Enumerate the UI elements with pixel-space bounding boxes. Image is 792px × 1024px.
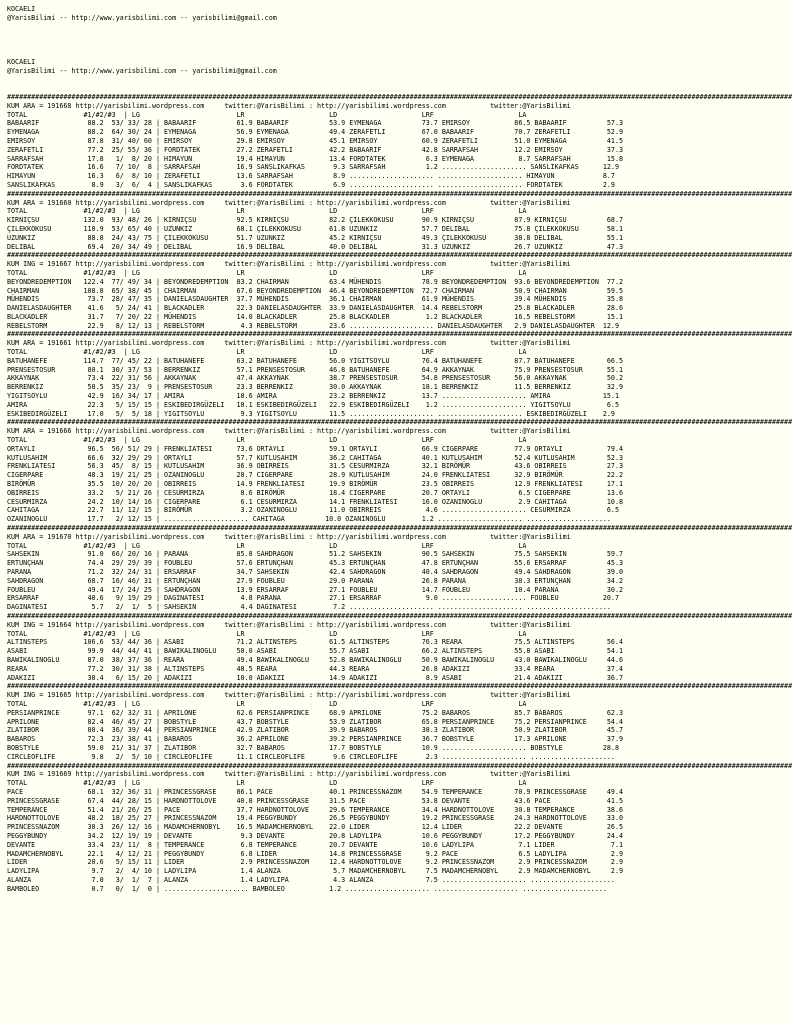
race-header-line: KUM ING = 191665 http://yarisbilimi.wordpress.com twitter:@YarisBilimi : http://yarisbilimi.wordpress.com twitter:@YarisBilimi — [7, 691, 571, 700]
table-row: BLACKADLER 31.7 7/ 20/ 22 | MÜHENDIS 14.0 BLACKADLER 25.8 BLACKADLER 1.2 BLACKADLER 16.5 REBELSTORM 15.1 — [7, 312, 624, 321]
table-row: OZANINOGLU 17.7 2/ 12/ 15 | ..................... CAHITAGA 10.0 OZANINOGLU 1.2 ..................... ..................... — [7, 515, 611, 524]
table-row: HIMAYUN 16.3 6/ 8/ 10 | ZERAFETLI 13.6 SARRAFSAH 8.9 ..................... ..................... HIMAYUN 8.7 — [7, 172, 615, 181]
text-line: KOCAELI — [7, 57, 36, 66]
table-row: ZLATIBOR 80.4 36/ 39/ 44 | PERSIANPRINCE 42.9 ZLATIBOR 39.9 BABAROS 38.3 ZLATIBOR 50.9 ZLATIBOR 45.7 — [7, 726, 624, 735]
table-row: PACE 68.1 32/ 36/ 31 | PRINCESSGRASE 86.1 PACE 40.1 PRINCESSNAZOM 54.9 TEMPERANCE 70.9 PRINCESSGRASE 49.4 — [7, 787, 624, 796]
separator-line: ################################################################################################################################################################################################### — [7, 251, 792, 260]
table-row: EMIRSOY 87.8 31/ 40/ 60 | EMIRSOY 29.8 EMIRSOY 45.1 EMIRSOY 60.9 ZERAFETLI 51.0 EYMENAGA 41.5 — [7, 136, 624, 145]
table-row: UZUNKIZ 88.8 24/ 43/ 75 | ÇILEKKOKUSU 51.7 UZUNKIZ 45.2 KIRNIÇSU 49.3 ÇILEKKOKUSU 38.8 DELIBAL 55.1 — [7, 233, 624, 242]
table-row: PARANA 71.2 32/ 24/ 31 | ERSARRAF 34.7 SAHSEKIN 42.4 SAHDRAGON 40.4 SAHDRAGON 49.4 SAHDRAGON 39.0 — [7, 568, 624, 576]
column-header-line: TOTAL #1/#2/#3 | LG LR LD LRF LA — [7, 436, 527, 445]
table-row: SARRAFSAH 17.8 1/ 8/ 20 | HIMAYUN 19.4 HIMAYUN 13.4 FORDTATEK 6.3 EYMENAGA 8.7 SARRAFSAH 15.8 — [7, 154, 624, 163]
table-row: DELIBAL 69.4 20/ 34/ 49 | DELIBAL 16.9 DELIBAL 40.0 DELIBAL 31.3 UZUNKIZ 26.7 UZUNKIZ 47.3 — [7, 242, 624, 251]
table-row: PRENSESTOSUR 80.1 30/ 37/ 53 | BERRENKIZ 57.1 PRENSESTOSUR 46.8 BATUHANEFE 64.9 AKKAYNAK 75.9 PRENSESTOSUR 55.1 — [7, 365, 624, 374]
table-row: PRINCESSNAZOM 38.3 26/ 12/ 16 | MADAMCHERNOBYL 16.5 MADAMCHERNOBYL 22.0 LIDER 12.4 LIDER 22.2 DEVANTE 26.5 — [7, 823, 624, 832]
table-row: BIRÖMÜR 35.5 10/ 20/ 20 | OBIRREIS 14.9 FRENKLIATESI 19.9 BIRÖMÜR 23.5 OBIRREIS 12.9 FRENKLIATESI 17.1 — [7, 480, 624, 489]
table-row: ERTUNÇHAN 74.4 29/ 29/ 39 | FOUBLEU 57.6 ERTUNÇHAN 45.3 ERTUNÇHAN 47.8 ERTUNÇHAN 55.6 ERSARRAF 45.3 — [7, 559, 624, 568]
table-row: AKKAYNAK 73.4 22/ 31/ 56 | AKKAYNAK 47.4 AKKAYNAK 38.7 PRENSESTOSUR 54.8 PRENSESTOSUR 56.0 AKKAYNAK 50.2 — [7, 374, 624, 383]
separator-line: ################################################################################################################################################################################################### — [7, 611, 792, 620]
table-row: HARDNOTTOLOVE 48.2 18/ 25/ 27 | PRINCESSNAZOM 19.4 PEGGYBUNDY 26.5 PEGGYBUNDY 19.2 PRINCESSGRASE 24.3 HARDNOTTOLOVE 33.0 — [7, 814, 624, 823]
race-header-line: KUM ARA = 191661 http://yarisbilimi.wordpress.com twitter:@YarisBilimi : http://yarisbilimi.wordpress.com twitter:@YarisBilimi — [7, 339, 571, 348]
table-row: MÜHENDIS 73.7 28/ 47/ 35 | DANIELASDAUGHTER 37.7 MÜHENDIS 36.1 CHAIRMAN 61.9 MÜHENDIS 39.4 MÜHENDIS 35.8 — [7, 295, 624, 304]
table-row: ADAKIZI 30.4 6/ 15/ 20 | ADAKIZI 10.0 ADAKIZI 14.9 ADAKIZI 8.9 ASABI 21.4 ADAKIZI 36.7 — [7, 673, 624, 682]
table-row: PEGGYBUNDY 34.2 12/ 19/ 19 | DEVANTE 9.3 DEVANTE 20.8 LADYLIPA 10.6 PEGGYBUNDY 17.2 PEGGYBUNDY 24.4 — [7, 831, 624, 840]
column-header-line: TOTAL #1/#2/#3 | LG LR LD LRF LA — [7, 629, 527, 638]
race-header-line: KUM ING = 191669 http://yarisbilimi.wordpress.com twitter:@YarisBilimi : http://yarisbilimi.wordpress.com twitter:@YarisBilimi — [7, 770, 571, 779]
table-row: BAWIKALINOGLU 87.0 38/ 37/ 36 | REARA 49.4 BAWIKALINOGLU 52.8 BAWIKALINOGLU 50.9 BAWIKALINOGLU 43.0 BAWIKALINOGLU 44.6 — [7, 655, 624, 664]
column-header-line: TOTAL #1/#2/#3 | LG LR LD LRF LA — [7, 207, 527, 216]
table-row: AMIRA 22.3 5/ 15/ 15 | ESKIBEDIRGÜZELI 10.1 ESKIBEDIRGÜZELI 22.9 ESKIBEDIRGÜZELI 1.2 ..................... YIGITSOYLU 6.5 — [7, 400, 619, 409]
table-row: KIRNIÇSU 132.0 93/ 48/ 26 | KIRNIÇSU 92.5 KIRNIÇSU 82.2 ÇILEKKOKUSU 90.9 KIRNIÇSU 87.9 KIRNIÇSU 68.7 — [7, 216, 624, 225]
table-row: BAMBOLEO 0.7 0/ 1/ 0 | ..................... BAMBOLEO 1.2 ..................... ..................... ..................... — [7, 884, 607, 893]
separator-line: ################################################################################################################################################################################################### — [7, 682, 792, 691]
text-line — [7, 23, 792, 32]
table-row: PERSIANPRINCE 97.1 62/ 32/ 31 | APRILONE 62.6 PERSIANPRINCE 68.9 APRILONE 75.2 BABAROS 85.7 BABAROS 62.3 — [7, 708, 624, 717]
table-row: BEYONDREDEMPTION 122.4 77/ 49/ 34 | BEYONDREDEMPTION 83.2 CHAIRMAN 63.4 MÜHENDIS 78.9 BEYONDREDEMPTION 93.6 BEYONDREDEMPTION 77.2 — [7, 277, 624, 286]
separator-line: ################################################################################################################################################################################################### — [7, 92, 792, 101]
table-row: LADYLIPA 9.7 2/ 4/ 10 | LADYLIPA 1.4 ALANZA 5.7 MADAMCHERNOBYL 7.5 MADAMCHERNOBYL 2.9 MADAMCHERNOBYL 2.9 — [7, 867, 624, 876]
table-row: FRENKLIATESI 56.3 45/ 8/ 15 | KUTLUSAHIM 36.9 OBIRREIS 31.5 CESURMIRZA 32.1 BIRÖMÜR 43.6 OBIRREIS 27.3 — [7, 462, 624, 471]
table-row: ESKIBEDIRGÜZELI 17.0 5/ 5/ 18 | YIGITSOYLU 9.3 YIGITSOYLU 11.5 ..................... ..................... ESKIBEDIRGÜZELI 2.9 — [7, 409, 615, 418]
table-row: BABAROS 72.3 23/ 38/ 41 | BABAROS 36.2 APRILONE 39.2 PERSIANPRINCE 36.7 BOBSTYLE 17.3 APRILONE 37.9 — [7, 735, 624, 744]
table-row: BOBSTYLE 59.0 21/ 31/ 37 | ZLATIBOR 32.7 BABAROS 17.7 BOBSTYLE 10.9 ..................... BOBSTYLE 28.8 — [7, 743, 619, 752]
table-row: SANSLIKAFKAS 8.9 3/ 6/ 4 | SANSLIKAFKAS 3.6 FORDTATEK 6.9 ..................... ..................... FORDTATEK 2.9 — [7, 180, 615, 189]
race-header-line: KUM ARA = 191670 http://yarisbilimi.wordpress.com twitter:@YarisBilimi : http://yarisbilimi.wordpress.com twitter:@YarisBilimi — [7, 532, 571, 541]
table-row: SAHDRAGON 68.7 16/ 46/ 31 | ERTUNÇHAN 27.9 FOUBLEU 29.0 PARANA 26.8 PARANA 38.3 ERTUNÇHAN 34.2 — [7, 576, 624, 585]
text-line — [7, 84, 792, 93]
race-header-line: KUM ING = 191667 http://yarisbilimi.wordpress.com twitter:@YarisBilimi : http://yarisbilimi.wordpress.com twitter:@YarisBilimi — [7, 260, 571, 269]
race-header-line: KUM ARA = 191660 http://yarisbilimi.wordpress.com twitter:@YarisBilimi : http://yarisbilimi.wordpress.com twitter:@YarisBilimi — [7, 198, 571, 207]
text-document — [7, 5, 792, 893]
text-line: KOCAELI — [7, 5, 36, 13]
separator-line: ################################################################################################################################################################################################### — [7, 418, 792, 427]
table-row: LIDER 20.6 5/ 15/ 11 | LIDER 2.9 PRINCESSNAZOM 12.4 HARDNOTTOLOVE 9.2 PRINCESSNAZOM 2.9 PRINCESSNAZOM 2.9 — [7, 858, 624, 867]
table-row: BABAARIF 88.2 53/ 33/ 28 | BABAARIF 61.9 BABAARIF 53.9 EYMENAGA 73.7 EMIRSOY 86.5 BABAARIF 57.3 — [7, 119, 624, 128]
table-row: CIRCLEOFLIFE 9.8 2/ 5/ 10 | CIRCLEOFLIFE 11.1 CIRCLEOFLIFE 9.6 CIRCLEOFLIFE 2.3 ..................... ..................... — [7, 752, 615, 761]
text-line — [7, 75, 792, 84]
text-line: @YarisBilimi -- http://www.yarisbilimi.com -- yarisbilimi@gmail.com — [7, 13, 277, 22]
race-header-line: KUM ARA = 191666 http://yarisbilimi.wordpress.com twitter:@YarisBilimi : http://yarisbilimi.wordpress.com twitter:@YarisBilimi — [7, 427, 571, 436]
table-row: OBIRREIS 33.2 5/ 21/ 26 | CESURMIRZA 8.6 BIRÖMÜR 18.4 CIGERPARE 20.7 ORTAYLI 6.5 CIGERPARE 13.6 — [7, 488, 624, 497]
separator-line: ################################################################################################################################################################################################### — [7, 761, 792, 770]
table-row: ERSARRAF 40.6 9/ 19/ 29 | DAGINATESI 4.8 PARANA 27.1 ERSARRAF 9.0 ..................... FOUBLEU 20.7 — [7, 594, 619, 603]
table-row: CESURMIRZA 24.2 10/ 14/ 16 | CIGERPARE 6.1 CESURMIRZA 14.1 FRENKLIATESI 16.0 OZANINOGLU 2.9 CAHITAGA 10.8 — [7, 497, 624, 506]
table-row: ASABI 99.9 44/ 44/ 41 | BAWIKALINOGLU 50.0 ASABI 55.7 ASABI 66.2 ALTINSTEPS 55.8 ASABI 54.1 — [7, 647, 624, 656]
column-header-line: TOTAL #1/#2/#3 | LG LR LD LRF LA — [7, 699, 527, 708]
text-line — [7, 31, 792, 40]
table-row: ORTAYLI 96.5 56/ 51/ 29 | FRENKLIATESI 73.6 ORTAYLI 59.1 ORTAYLI 66.9 CIGERPARE 77.9 ORTAYLI 79.4 — [7, 444, 624, 453]
column-header-line: TOTAL #1/#2/#3 | LG LR LD LRF LA — [7, 348, 527, 357]
table-row: REARA 77.2 30/ 31/ 38 | ALTINSTEPS 48.5 REARA 44.3 REARA 26.8 ADAKIZI 33.4 REARA 37.4 — [7, 664, 624, 673]
column-header-line: TOTAL #1/#2/#3 | LG LR LD LRF LA — [7, 268, 527, 277]
text-line — [7, 40, 792, 49]
text-line: @YarisBilimi -- http://www.yarisbilimi.com -- yarisbilimi@gmail.com — [7, 66, 277, 75]
table-row: BATUHANEFE 114.7 77/ 45/ 22 | BATUHANEFE 63.2 BATUHANEFE 56.0 YIGITSOYLU 76.4 BATUHANEFE 87.7 BATUHANEFE 66.5 — [7, 356, 624, 365]
separator-line: ################################################################################################################################################################################################### — [7, 189, 792, 198]
race-header-line: KUM ING = 191664 http://yarisbilimi.wordpress.com twitter:@YarisBilimi : http://yarisbilimi.wordpress.com twitter:@YarisBilimi — [7, 620, 571, 629]
table-row: EYMENAGA 88.2 64/ 30/ 24 | EYMENAGA 56.9 EYMENAGA 49.4 ZERAFETLI 67.0 BABAARIF 70.7 ZERAFETLI 52.9 — [7, 128, 624, 137]
table-row: YIGITSOYLU 42.9 16/ 34/ 17 | AMIRA 18.6 AMIRA 23.2 BERRENKIZ 13.7 ..................... AMIRA 15.1 — [7, 392, 619, 401]
table-row: CAHITAGA 22.7 11/ 12/ 15 | BIRÖMÜR 3.2 OZANINOGLU 11.0 OBIRREIS 4.6 ..................... CESURMIRZA 6.5 — [7, 506, 619, 515]
table-row: ALTINSTEPS 106.6 53/ 44/ 36 | ASABI 71.2 ALTINSTEPS 61.5 ALTINSTEPS 76.3 REARA 75.5 ALTINSTEPS 56.4 — [7, 638, 624, 647]
table-row: BERRENKIZ 50.5 35/ 23/ 9 | PRENSESTOSUR 23.3 BERRENKIZ 30.0 AKKAYNAK 18.1 BERRENKIZ 11.5 BERRENKIZ 32.9 — [7, 383, 624, 392]
race-header-line: KUM ARA = 191668 http://yarisbilimi.wordpress.com twitter:@YarisBilimi : http://yarisbilimi.wordpress.com twitter:@YarisBilimi — [7, 101, 571, 110]
separator-line: ################################################################################################################################################################################################### — [7, 524, 792, 533]
table-row: FOUBLEU 49.4 17/ 24/ 25 | SAHDRAGON 13.9 ERSARRAF 27.1 FOUBLEU 14.7 FOUBLEU 10.4 PARANA 30.2 — [7, 585, 624, 594]
table-row: MADAMCHERNOBYL 22.1 4/ 12/ 21 | PEGGYBUNDY 6.8 LIDER 14.8 PRINCESSGRASE 9.2 PACE 6.5 LADYLIPA 2.9 — [7, 849, 624, 858]
table-row: ALANZA 7.0 3/ 1/ 7 | ALANZA 1.4 LADYLIPA 4.3 ALANZA 7.5 ..................... ..................... — [7, 875, 615, 884]
table-row: DAGINATESI 5.7 2/ 1/ 5 | SAHSEKIN 4.4 DAGINATESI 7.2 ..................... ..................... ..................... — [7, 603, 611, 612]
table-row: REBELSTORM 22.9 8/ 12/ 13 | REBELSTORM 4.3 REBELSTORM 23.6 ..................... DANIELASDAUGHTER 2.9 DANIELASDAUGHTER 12.9 — [7, 321, 619, 330]
table-row: SAHSEKIN 91.0 66/ 20/ 16 | PARANA 85.8 SAHDRAGON 51.2 SAHSEKIN 90.5 SAHSEKIN 75.5 SAHSEKIN 59.7 — [7, 550, 624, 559]
table-row: TEMPERANCE 51.4 21/ 26/ 25 | PACE 37.7 HARDNOTTOLOVE 29.6 TEMPERANCE 34.4 HARDNOTTOLOVE 30.8 TEMPERANCE 38.6 — [7, 805, 624, 814]
table-row: ZERAFETLI 77.2 25/ 55/ 36 | FORDTATEK 27.2 ZERAFETLI 42.2 BABAARIF 42.8 SARRAFSAH 12.2 EMIRSOY 37.3 — [7, 145, 624, 154]
table-row: ÇILEKKOKUSU 110.9 53/ 65/ 40 | UZUNKIZ 68.1 ÇILEKKOKUSU 61.8 UZUNKIZ 57.7 DELIBAL 75.8 ÇILEKKOKUSU 58.1 — [7, 224, 624, 233]
column-header-line: TOTAL #1/#2/#3 | LG LR LD LRF LA — [7, 110, 527, 119]
table-row: FORDTATEK 16.6 7/ 10/ 8 | SARRAFSAH 16.9 SANSLIKAFKAS 9.3 SARRAFSAH 1.2 ..................... SANSLIKAFKAS 12.9 — [7, 163, 619, 172]
table-row: APRILONE 82.4 46/ 45/ 27 | BOBSTYLE 43.7 BOBSTYLE 53.9 ZLATIBOR 65.8 PERSIANPRINCE 75.2 PERSIANPRINCE 54.4 — [7, 717, 624, 726]
text-line — [7, 49, 792, 58]
table-row: DEVANTE 33.4 23/ 11/ 8 | TEMPERANCE 6.8 TEMPERANCE 20.7 DEVANTE 10.6 LADYLIPA 7.1 LIDER 7.1 — [7, 840, 624, 849]
table-row: CIGERPARE 48.3 19/ 21/ 25 | OZANINOGLU 28.7 CIGERPARE 28.9 KUTLUSAHIM 24.0 FRENKLIATESI 32.9 BIRÖMÜR 22.2 — [7, 471, 624, 480]
column-header-line: TOTAL #1/#2/#3 | LG LR LD LRF LA — [7, 779, 527, 788]
table-row: KUTLUSAHIM 66.6 32/ 29/ 29 | ORTAYLI 57.7 KUTLUSAHIM 36.2 CAHITAGA 40.1 KUTLUSAHIM 52.4 KUTLUSAHIM 52.3 — [7, 453, 624, 462]
table-row: CHAIRMAN 108.8 65/ 38/ 45 | CHAIRMAN 67.6 BEYONDREDEMPTION 46.4 BEYONDREDEMPTION 72.7 CHAIRMAN 50.9 CHAIRMAN 59.5 — [7, 286, 624, 295]
separator-line: ################################################################################################################################################################################################### — [7, 330, 792, 339]
table-row: DANIELASDAUGHTER 41.6 5/ 24/ 41 | BLACKADLER 22.3 DANIELASDAUGHTER 33.9 DANIELASDAUGHTER 14.4 REBELSTORM 25.8 BLACKADLER 28.6 — [7, 304, 624, 313]
column-header-line: TOTAL #1/#2/#3 | LG LR LD LRF LA — [7, 541, 527, 550]
table-row: PRINCESSGRASE 67.4 44/ 28/ 15 | HARDNOTTOLOVE 40.8 PRINCESSGRASE 31.5 PACE 53.8 DEVANTE 43.6 PACE 41.5 — [7, 796, 624, 805]
